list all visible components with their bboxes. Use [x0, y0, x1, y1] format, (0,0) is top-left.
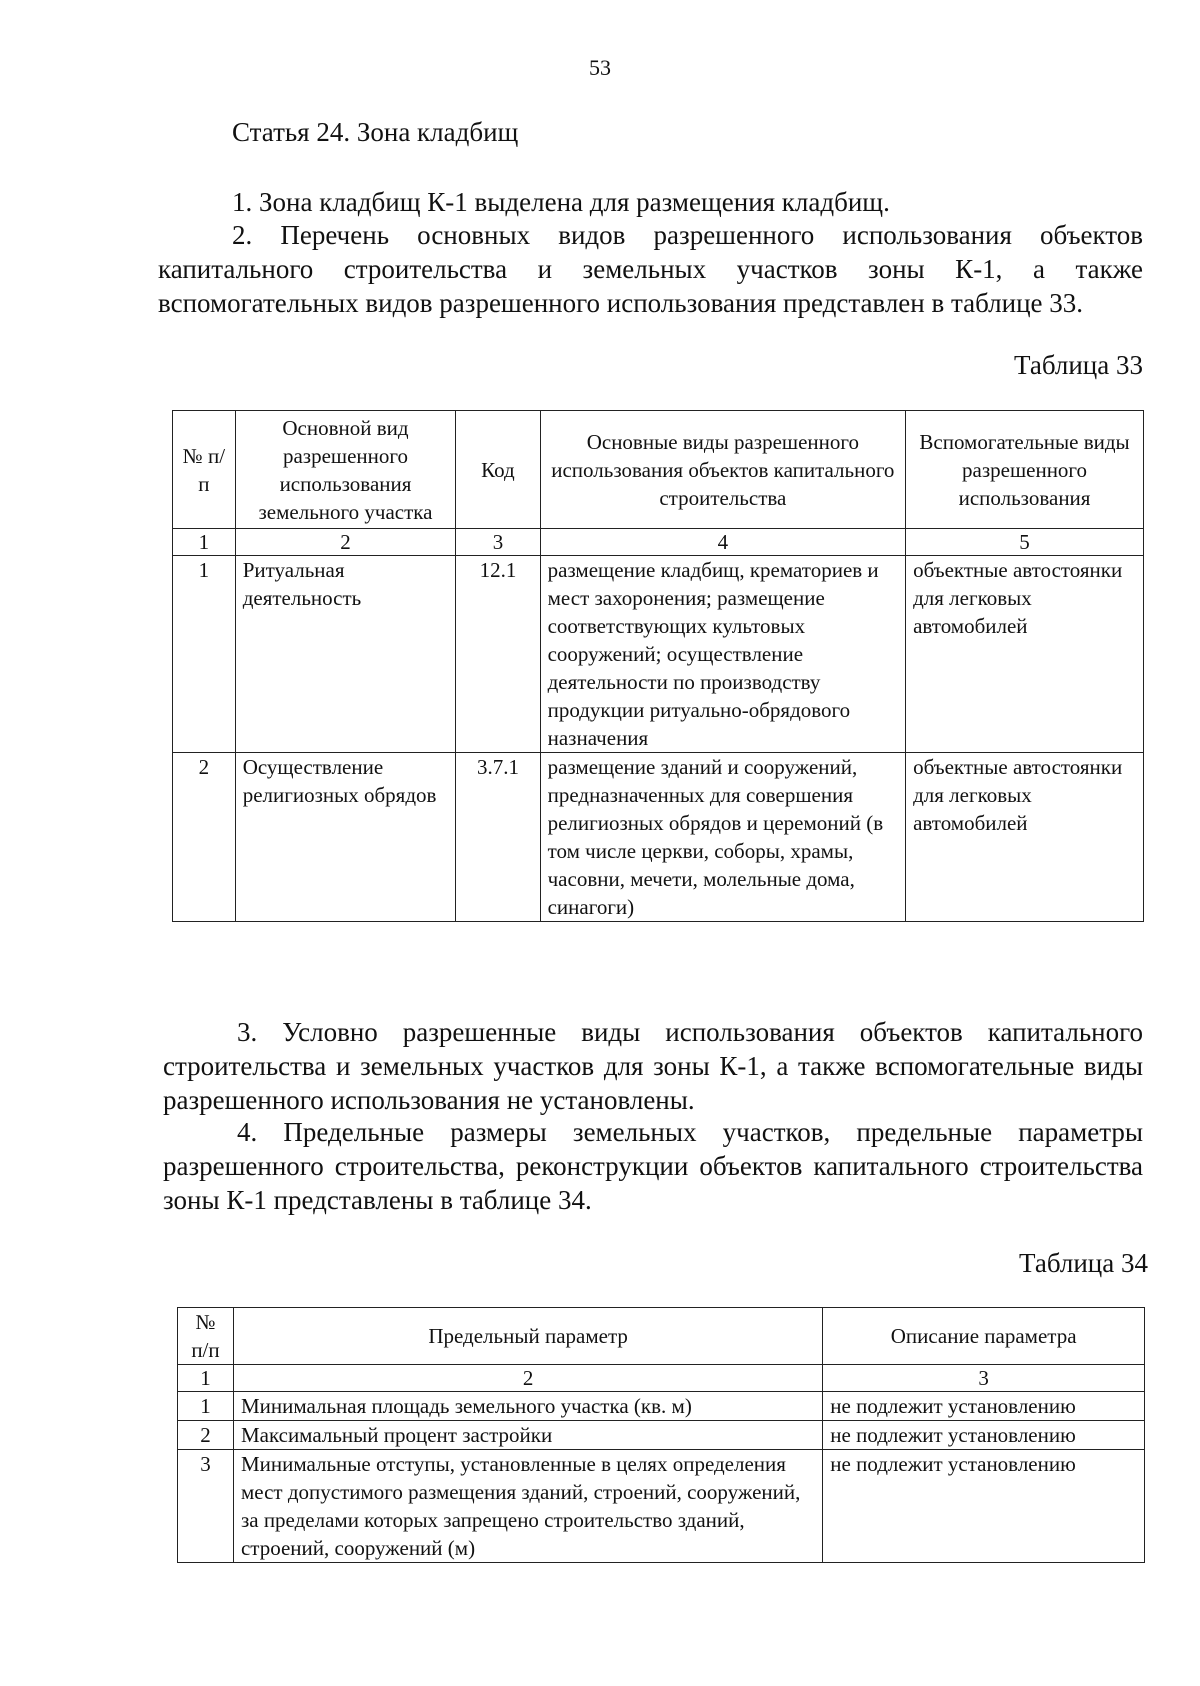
table-33-header-aux: Вспомогательные виды разрешенного использования [906, 411, 1144, 529]
table-34-header-num: № п/п [178, 1308, 234, 1365]
table-33-header-main: Основные виды разрешенного использования объектов капитального строительства [540, 411, 905, 529]
table-33-header-num: № п/п [173, 411, 236, 529]
row-aux-uses: объектные автостоянки для легковых автомобилей [906, 753, 1144, 922]
row-desc: не подлежит установлению [823, 1392, 1145, 1421]
table-33-header-row [173, 411, 1144, 529]
row-number: 2 [173, 753, 236, 922]
table-34-column-numbers [178, 1365, 1145, 1392]
table-34 [177, 1307, 1145, 1563]
row-number: 1 [173, 556, 236, 753]
table-33-column-numbers [173, 529, 1144, 556]
table-34-caption: Таблица 34 [1019, 1248, 1148, 1278]
table-33-colnum: 4 [540, 529, 905, 556]
row-kind: Ритуальная деятельность [235, 556, 456, 753]
row-number: 1 [178, 1392, 234, 1421]
table-row [178, 1392, 1145, 1421]
row-param: Минимальная площадь земельного участка (кв. м) [233, 1392, 822, 1421]
row-desc: не подлежит установлению [823, 1421, 1145, 1450]
page-number: 53 [589, 55, 611, 80]
table-34-colnum: 3 [823, 1365, 1145, 1392]
table-34-header-row [178, 1308, 1145, 1365]
row-param: Минимальные отступы, установленные в целях определения мест допустимого размещения зданий, строений, сооружений, за пределами которых запрещено строительство зданий, строений, сооружений (м) [233, 1450, 822, 1563]
table-34-colnum: 2 [233, 1365, 822, 1392]
table-33-colnum: 1 [173, 529, 236, 556]
table-34-header-param: Предельный параметр [233, 1308, 822, 1365]
table-33 [172, 410, 1144, 922]
row-kind: Осуществление религиозных обрядов [235, 753, 456, 922]
row-code: 3.7.1 [456, 753, 540, 922]
row-main-uses: размещение зданий и сооружений, предназначенных для совершения религиозных обрядов и церемоний (в том числе церкви, соборы, храмы, часовни, мечети, молельные дома, синагоги) [540, 753, 905, 922]
table-33-colnum: 5 [906, 529, 1144, 556]
row-main-uses: размещение кладбищ, крематориев и мест захоронения; размещение соответствующих культовых сооружений; осуществление деятельности по производству продукции ритуально-обрядового назначения [540, 556, 905, 753]
row-aux-uses: объектные автостоянки для легковых автомобилей [906, 556, 1144, 753]
paragraph-2: 2. Перечень основных видов разрешенного использования объектов капитального строительства и земельных участков зоны К-1, а также вспомогательных видов разрешенного использования представлен в таблице 33. [158, 220, 1143, 318]
table-row [178, 1450, 1145, 1563]
article-title: Статья 24. Зона кладбищ [232, 117, 519, 147]
table-33-header-code: Код [456, 411, 540, 529]
paragraph-3: 3. Условно разрешенные виды использования объектов капитального строительства и земельных участков для зоны К-1, а также вспомогательные виды разрешенного использования не установлены. [163, 1017, 1143, 1115]
table-33-caption: Таблица 33 [1014, 350, 1143, 380]
table-33-header-kind: Основной вид разрешенного использования земельного участка [235, 411, 456, 529]
row-param: Максимальный процент застройки [233, 1421, 822, 1450]
table-row [173, 556, 1144, 753]
row-number: 2 [178, 1421, 234, 1450]
table-34-header-desc: Описание параметра [823, 1308, 1145, 1365]
table-row [173, 753, 1144, 922]
row-desc: не подлежит установлению [823, 1450, 1145, 1563]
paragraph-1: 1. Зона кладбищ К-1 выделена для размещения кладбищ. [232, 187, 890, 217]
table-34-colnum: 1 [178, 1365, 234, 1392]
table-row [178, 1421, 1145, 1450]
paragraph-4: 4. Предельные размеры земельных участков, предельные параметры разрешенного строительства, реконструкции объектов капитального строительства зоны К-1 представлены в таблице 34. [163, 1117, 1143, 1215]
row-code: 12.1 [456, 556, 540, 753]
table-33-colnum: 3 [456, 529, 540, 556]
table-33-colnum: 2 [235, 529, 456, 556]
row-number: 3 [178, 1450, 234, 1563]
